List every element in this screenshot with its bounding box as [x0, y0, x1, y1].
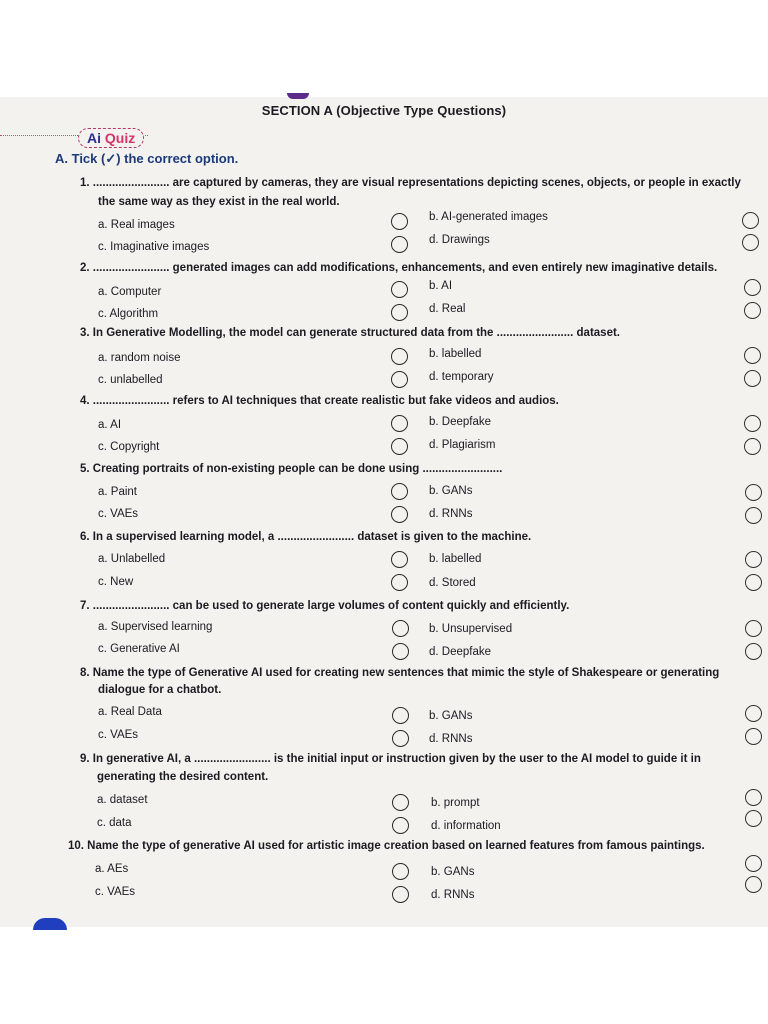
q8-option-b: b. GANs — [429, 710, 473, 722]
q9-option-a: a. dataset — [97, 794, 148, 806]
q1-option-d: d. Drawings — [429, 234, 490, 246]
q3-option-d: d. temporary — [429, 371, 494, 383]
q8-answer-circle-b[interactable] — [745, 705, 762, 722]
q10-answer-circle-a[interactable] — [392, 863, 409, 880]
question-5-line-1: 5. Creating portraits of non-existing people can be done using ......................... — [80, 463, 503, 475]
q6-option-c: c. New — [98, 576, 134, 588]
page-footer-swoosh — [33, 918, 67, 930]
q5-option-b: b. GANs — [429, 485, 473, 497]
q10-option-b: b. GANs — [431, 866, 475, 878]
q4-answer-circle-c[interactable] — [391, 438, 408, 455]
q9-option-d: d. information — [431, 820, 501, 832]
q10-answer-circle-d[interactable] — [745, 876, 762, 893]
q4-option-d: d. Plagiarism — [429, 439, 496, 451]
page-header-mark — [287, 93, 309, 99]
q9-option-b: b. prompt — [431, 797, 480, 809]
q2-option-a: a. Computer — [98, 286, 162, 298]
q7-answer-circle-a[interactable] — [392, 620, 409, 637]
q1-answer-circle-d[interactable] — [742, 234, 759, 251]
question-7-line-1: 7. ........................ can be used to generate large volumes of content quickly and efficiently. — [80, 600, 570, 612]
question-8-line-1: 8. Name the type of Generative AI used for creating new sentences that mimic the style of Shakespeare or generating — [80, 667, 720, 679]
question-1-line-1: 1. ........................ are captured by cameras, they are visual representations depicting scenes, objects, or people in exactly — [80, 177, 741, 189]
q6-answer-circle-d[interactable] — [745, 574, 762, 591]
q7-option-a: a. Supervised learning — [98, 621, 213, 633]
q5-option-d: d. RNNs — [429, 508, 473, 520]
question-8-line-2: dialogue for a chatbot. — [98, 684, 222, 696]
q6-answer-circle-a[interactable] — [391, 551, 408, 568]
q9-answer-circle-a[interactable] — [392, 794, 409, 811]
question-9-line-1: 9. In generative AI, a ........................ is the initial input or instruction given by the user to the AI model to guide it in — [80, 753, 701, 765]
q8-option-a: a. Real Data — [98, 706, 162, 718]
q1-answer-circle-a[interactable] — [391, 213, 408, 230]
q5-option-c: c. VAEs — [98, 508, 139, 520]
q1-option-b: b. AI-generated images — [429, 211, 548, 223]
q10-option-a: a. AEs — [95, 863, 129, 875]
ai-quiz-badge — [78, 128, 144, 148]
q3-answer-circle-a[interactable] — [391, 348, 408, 365]
q10-option-d: d. RNNs — [431, 889, 475, 901]
q2-option-c: c. Algorithm — [98, 308, 159, 320]
q5-answer-circle-c[interactable] — [391, 506, 408, 523]
q4-answer-circle-b[interactable] — [744, 415, 761, 432]
q2-answer-circle-d[interactable] — [744, 302, 761, 319]
q5-answer-circle-a[interactable] — [391, 483, 408, 500]
q6-option-d: d. Stored — [429, 577, 476, 589]
q2-answer-circle-c[interactable] — [391, 304, 408, 321]
q3-answer-circle-c[interactable] — [391, 371, 408, 388]
instruction-heading: A. Tick (✓) the correct option. — [55, 151, 239, 166]
question-4-line-1: 4. ........................ refers to AI techniques that create realistic but fake videos and audios. — [80, 395, 559, 407]
q4-answer-circle-d[interactable] — [744, 438, 761, 455]
q8-answer-circle-c[interactable] — [392, 730, 409, 747]
q4-option-b: b. Deepfake — [429, 416, 492, 428]
q6-answer-circle-c[interactable] — [391, 574, 408, 591]
q9-answer-circle-c[interactable] — [392, 817, 409, 834]
q1-answer-circle-b[interactable] — [742, 212, 759, 229]
q4-option-a: a. AI — [98, 419, 122, 431]
q10-answer-circle-b[interactable] — [745, 855, 762, 872]
q1-answer-circle-c[interactable] — [391, 236, 408, 253]
q8-answer-circle-a[interactable] — [392, 707, 409, 724]
q2-answer-circle-b[interactable] — [744, 279, 761, 296]
question-6-line-1: 6. In a supervised learning model, a ........................ dataset is given to the machine. — [80, 531, 532, 543]
q6-option-b: b. labelled — [429, 553, 482, 565]
q10-answer-circle-c[interactable] — [392, 886, 409, 903]
q9-answer-circle-d[interactable] — [745, 810, 762, 827]
q2-answer-circle-a[interactable] — [391, 281, 408, 298]
q9-answer-circle-b[interactable] — [745, 789, 762, 806]
q7-option-d: d. Deepfake — [429, 646, 492, 658]
q7-option-b: b. Unsupervised — [429, 623, 513, 635]
q3-option-c: c. unlabelled — [98, 374, 163, 386]
question-3-line-1: 3. In Generative Modelling, the model can generate structured data from the ........................ dataset. — [80, 327, 620, 339]
q7-option-c: c. Generative AI — [98, 643, 180, 655]
q3-option-b: b. labelled — [429, 348, 482, 360]
q8-option-d: d. RNNs — [429, 733, 473, 745]
q4-option-c: c. Copyright — [98, 441, 160, 453]
q7-answer-circle-d[interactable] — [745, 643, 762, 660]
question-9-line-2: generating the desired content. — [97, 771, 269, 783]
q1-option-a: a. Real images — [98, 219, 175, 231]
q8-option-c: c. VAEs — [98, 729, 139, 741]
q7-answer-circle-c[interactable] — [392, 643, 409, 660]
q3-answer-circle-b[interactable] — [744, 347, 761, 364]
q4-answer-circle-a[interactable] — [391, 415, 408, 432]
q5-answer-circle-b[interactable] — [745, 484, 762, 501]
badge-quiz-text: Quiz — [104, 130, 136, 146]
q3-option-a: a. random noise — [98, 352, 181, 364]
q1-option-c: c. Imaginative images — [98, 241, 210, 253]
question-2-line-1: 2. ........................ generated images can add modifications, enhancements, and even entirely new imaginative details. — [80, 262, 718, 274]
section-title: SECTION A (Objective Type Questions) — [261, 103, 507, 118]
q6-answer-circle-b[interactable] — [745, 551, 762, 568]
q5-option-a: a. Paint — [98, 486, 137, 498]
q8-answer-circle-d[interactable] — [745, 728, 762, 745]
badge-ai-text: Ai — [87, 130, 101, 146]
q2-option-d: d. Real — [429, 303, 466, 315]
question-1-line-2: the same way as they exist in the real world. — [98, 196, 340, 208]
q3-answer-circle-d[interactable] — [744, 370, 761, 387]
q9-option-c: c. data — [97, 817, 132, 829]
q5-answer-circle-d[interactable] — [745, 507, 762, 524]
q10-option-c: c. VAEs — [95, 886, 136, 898]
q2-option-b: b. AI — [429, 280, 453, 292]
q6-option-a: a. Unlabelled — [98, 553, 166, 565]
question-10-line-1: 10. Name the type of generative AI used for artistic image creation based on learned features from famous paintings. — [68, 840, 705, 852]
q7-answer-circle-b[interactable] — [745, 620, 762, 637]
